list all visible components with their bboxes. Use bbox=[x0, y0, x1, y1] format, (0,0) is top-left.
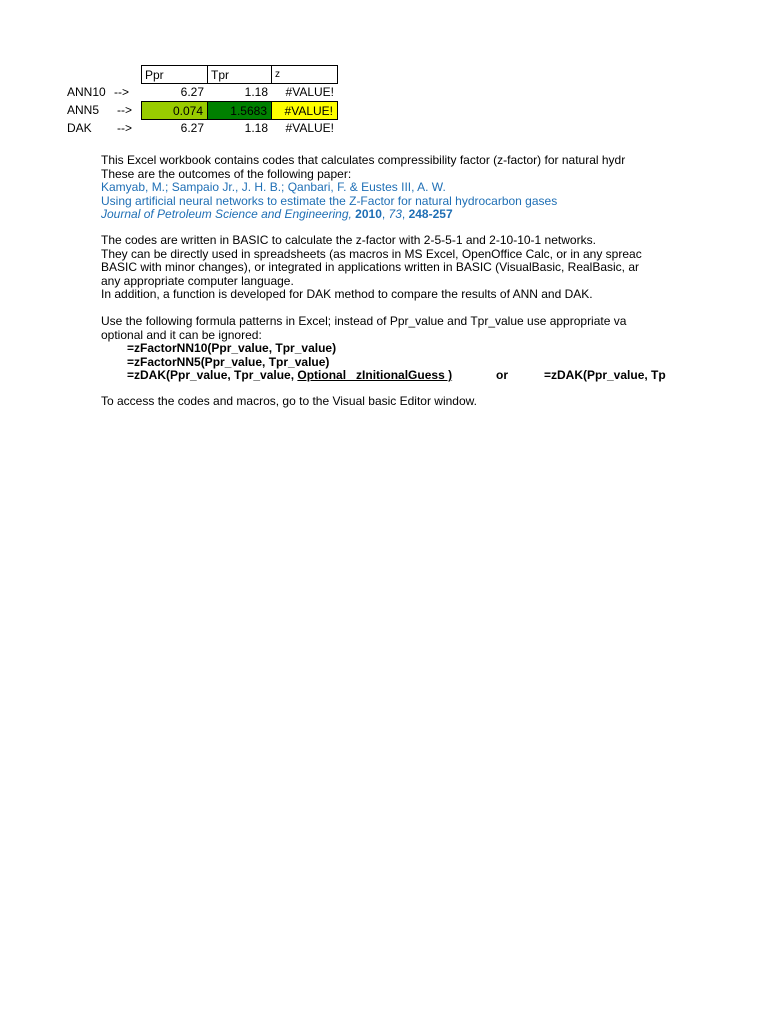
formula-dak-optional: Optional _zInitionalGuess ) bbox=[297, 368, 453, 382]
cell-ann10-z[interactable]: #VALUE! bbox=[285, 85, 334, 99]
codes-line-4: any appropriate computer language. bbox=[101, 273, 294, 288]
codes-block bbox=[101, 234, 667, 302]
citation-separator-2: , bbox=[401, 207, 409, 221]
formula-or: or bbox=[496, 368, 508, 382]
codes-line-2: They can be directly used in spreadsheets (as macros in MS Excel, OpenOffice Calc, or in any spreac bbox=[101, 246, 642, 261]
row-label-ann5: ANN5 bbox=[67, 103, 100, 117]
formula-dak-alt: =zDAK(Ppr_value, Tp bbox=[544, 368, 666, 382]
paper-volume: 73 bbox=[388, 207, 402, 221]
row-arrow-ann5: --> bbox=[117, 103, 132, 117]
formula-dak: =zDAK(Ppr_value, Tpr_value, bbox=[127, 368, 298, 382]
intro-line-2: These are the outcomes of the following paper: bbox=[101, 166, 352, 181]
formula-nn10: =zFactorNN10(Ppr_value, Tpr_value) bbox=[127, 341, 337, 355]
formulas-line-1: Use the following formula patterns in Excel; instead of Ppr_value and Tpr_value use appropriate va bbox=[101, 315, 627, 328]
codes-line-1: The codes are written in BASIC to calculate the z-factor with 2-5-5-1 and 2-10-10-1 networks. bbox=[101, 234, 596, 247]
formulas-line-2: optional and it can be ignored: bbox=[101, 327, 262, 342]
cell-dak-ppr[interactable]: 6.27 bbox=[180, 121, 204, 135]
row-label-dak: DAK bbox=[67, 121, 92, 135]
row-arrow-ann10: --> bbox=[114, 85, 129, 99]
row-arrow-dak: --> bbox=[117, 121, 132, 135]
formulas-block bbox=[101, 315, 667, 383]
cell-ann5-ppr[interactable]: 0.074 bbox=[141, 101, 208, 120]
intro-line-1: This Excel workbook contains codes that calculates compressibility factor (z-factor) for natural hydr bbox=[101, 154, 626, 167]
header-z[interactable]: z bbox=[271, 65, 338, 84]
codes-line-5: In addition, a function is developed for DAK method to compare the results of ANN and DAK. bbox=[101, 287, 593, 301]
paper-title[interactable]: Using artificial neural networks to estimate the Z-Factor for natural hydrocarbon gases bbox=[101, 193, 558, 208]
cell-ann10-ppr[interactable]: 6.27 bbox=[180, 85, 204, 99]
header-tpr[interactable]: Tpr bbox=[207, 65, 272, 84]
paper-citation[interactable] bbox=[101, 208, 667, 222]
formula-nn5: =zFactorNN5(Ppr_value, Tpr_value) bbox=[127, 354, 330, 369]
codes-line-3: BASIC with minor changes), or integrated in applications written in BASIC (VisualBasic, RealBasic, ar bbox=[101, 260, 640, 274]
cell-ann5-z[interactable]: #VALUE! bbox=[271, 101, 338, 120]
access-line: To access the codes and macros, go to the Visual basic Editor window. bbox=[101, 395, 477, 408]
formula-dak-line bbox=[101, 369, 667, 383]
row-label-ann10: ANN10 bbox=[67, 85, 106, 99]
header-ppr[interactable]: Ppr bbox=[141, 65, 208, 84]
paper-year: 2010 bbox=[355, 207, 382, 221]
access-block bbox=[101, 395, 667, 409]
cell-ann10-tpr[interactable]: 1.18 bbox=[244, 85, 268, 99]
cell-dak-tpr[interactable]: 1.18 bbox=[244, 121, 268, 135]
citation-separator-1: , bbox=[381, 207, 389, 221]
cell-ann5-tpr[interactable]: 1.5683 bbox=[207, 101, 272, 120]
intro-block bbox=[101, 154, 667, 222]
cell-dak-z[interactable]: #VALUE! bbox=[285, 121, 334, 135]
paper-pages: 248-257 bbox=[408, 207, 453, 221]
paper-authors[interactable]: Kamyab, M.; Sampaio Jr., J. H. B.; Qanbari, F. & Eustes III, A. W. bbox=[101, 180, 446, 194]
journal-name: Journal of Petroleum Science and Engineering, bbox=[101, 207, 352, 221]
